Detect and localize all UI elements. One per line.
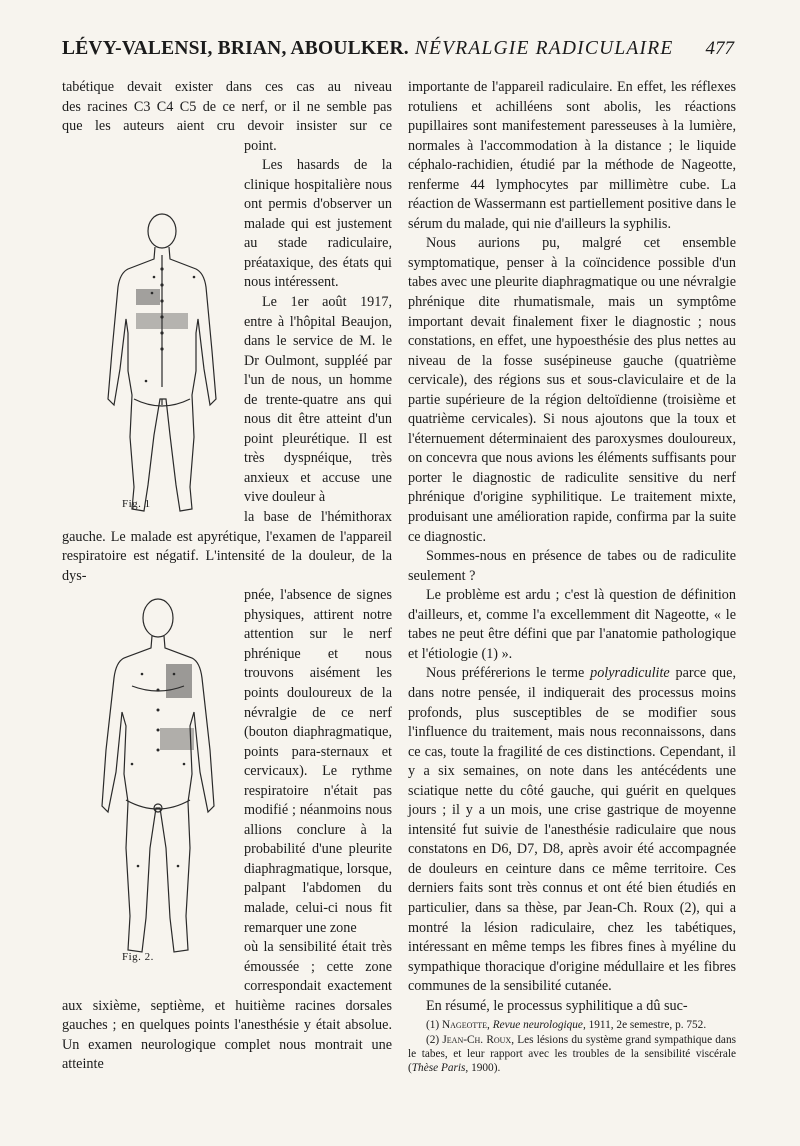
right-p5-term: polyradiculite: [590, 665, 670, 682]
left-line-1: tabétique devait exister dans ces cas au niveau: [62, 79, 392, 95]
right-paragraph-2: Nous aurions pu, malgré cet ensemble symptomatique, penser à la coïncidence possible d'un tabes avec une pleurite diaphragmatique ou une névralgie phrénique dite rhumatismale, mais un symptôme important devait finalement fixer le diagnostic ; nous constations, en effet, une hypoesthésie des plus nettes au niveau de la fosse susépineuse gauche (quatrième cervicale), des régions sus et sous-claviculaire et de la partie supérieure de la région deltoïdienne (troisième et quatrième cervicales). Si nous ajoutons que la toux et l'éternuement déterminaient des paroxysmes douloureux, on concevra que nous avions les éléments suffisants pour porter le diagnostic de radiculite sensitive du nerf phrénique d'origine syphilitique. Le traitement mixte, produisant une amélioration rapide, confirma par la suite ce diagnostic.: [408, 235, 736, 545]
footnote-1-name: Nageotte,: [442, 1019, 490, 1032]
footnote-2-name: Jean-Ch. Roux,: [442, 1033, 515, 1046]
left-paragraph-case-end: où la sensibilité était très émoussée ; cette zone correspondait exactement aux sixième, septième, et huitième racines dorsales gauches ; en quelques points l'anesthésie y était absolue. Un examen neurologique complet nous montrait une atteinte: [62, 939, 392, 1073]
figure-1: [62, 137, 240, 521]
left-line-3: que les auteurs aient cru devoir insister sur ce: [62, 118, 392, 135]
right-column: [408, 78, 736, 1076]
figure-2: [62, 586, 240, 978]
footnote-2-text: Les lésions du système grand sympathique dans le tabes, et leur rapport avec les troubles de la sensibilité viscérale: [408, 1033, 736, 1061]
right-paragraph-4: Le problème est ardu ; c'est là question de définition d'ailleurs, et, comme l'a excellemment dit Nageotte, « le tabes ne peut être défini que par l'anatomie pathologique et l'étiologie (1) ».: [408, 587, 736, 662]
figure-2-caption: Fig. 2.: [122, 951, 154, 964]
right-p5-a: Nous préférerions le terme: [426, 665, 591, 682]
left-column: [62, 78, 392, 1075]
right-p5-b: parce que, dans notre pensée, il indiquerait des processus moins profonds, plus susceptibles de se modifier sous l'influence du traitement, mais nous reconnaissons, dans ce cas, toute la fragilité de ces distinctions. Cependant, il y a six semaines, on note dans les antécédents une sciatique nette du côté gauche, qui guérit en quelques jours ; il y a un mois, une crise gastrique de moyenne intensité fut suivie de l'anesthésie radiculaire que nous constatons en D6, D7, D8, après avoir été accompagnée de douleurs en ceinture dans ce même territoire. Ces derniers faits sont très connus et ont été bien étudiés en particulier, dans sa thèse, par Jean-Ch. Roux (2), qui a montré la lésion radiculaire, chez les tabétiques, intéressant en même temps les fibres fines à myéline du sympathique thoracique d'origine médullaire et les fibres communes de la sensibilité cutanée.: [408, 665, 736, 995]
footnote-1: (1) Nageotte, Revue neurologique, 1911, 2e semestre, p. 752.: [426, 1019, 707, 1032]
figure-1-back-view-drawing: [62, 137, 240, 521]
header-authors: LÉVY-VALENSI, BRIAN, ABOULKER.: [62, 38, 409, 59]
page-number: 477: [705, 38, 734, 59]
figure-1-caption: Fig. 1: [122, 497, 151, 510]
right-paragraph-5: [408, 664, 736, 996]
left-line-2: des racines C3 C4 C5 de ce nerf, or il ne semble pas: [62, 98, 392, 115]
right-paragraph-3: Sommes-nous en présence de tabes ou de radiculite seulement ?: [408, 548, 736, 584]
footnote-2: (2) Jean-Ch. Roux, Les lésions du système grand sympathique dans le tabes, et leur rapport avec les troubles de la sensibilité viscérale (Thèse Paris, 1900).: [408, 1033, 736, 1075]
left-paragraph-case-full: la base de l'hémithorax gauche. Le malade est apyrétique, l'examen de l'appareil respiratoire est négatif. L'intensité de la douleur, de la dys-: [62, 509, 392, 584]
footnote-1-rest: 1911, 2e semestre, p. 752.: [588, 1019, 707, 1032]
left-line-point: point.: [244, 137, 277, 154]
left-paragraph-case-start: Le 1er août 1917, entre à l'hôpital Beaujon, dans le service de M. le Dr Oulmont, suppléé par l'un de nous, un homme de trente-quatre ans qui nous dit être atteint d'un point pleurétique. Il est très dyspnéique, très anxieux et accuse une vive douleur à: [244, 294, 392, 506]
header-title: NÉVRALGIE RADICULAIRE: [414, 38, 674, 59]
running-header: [62, 38, 734, 72]
footnotes: [408, 1018, 736, 1076]
left-paragraph-hasards: Les hasards de la clinique hospitalière nous ont permis d'observer un malade qui est justement au stade radiculaire, préataxique, des états qui nous intéressent.: [244, 157, 392, 291]
footnote-1-journal: Revue neurologique,: [492, 1019, 586, 1032]
footnote-2-year: 1900).: [471, 1062, 501, 1075]
figure-2-front-view-drawing: [62, 586, 240, 978]
left-paragraph-case-wrap: pnée, l'absence de signes physiques, attirent notre attention sur le nerf phrénique et nous trouvons aisément les points douloureux de la névralgie de ce nerf (bouton diaphragmatique, points para-sternaux et cervicaux). Le rythme respiratoire n'était pas modifié ; néanmoins nous allions conclure à la probabilité d'une pleurite diaphragmatique, lorsque, palpant l'abdomen du malade, celui-ci nous fit remarquer une zone: [244, 587, 392, 936]
footnote-2-thesis: Thèse Paris,: [411, 1062, 469, 1075]
right-paragraph-6: En résumé, le processus syphilitique a dû suc-: [426, 997, 688, 1014]
right-paragraph-1: importante de l'appareil radiculaire. En effet, les réflexes rotuliens et achilléens sont abolis, les réactions pupillaires sont manifestement paresseuses à la lumière, normales à l'accommodation à la distance ; le liquide céphalo-rachidien, étudié par la méthode de Nageotte, renferme 44 lymphocytes par millimètre cube. La réaction de Wassermann est partiellement positive dans le sérum du malade, qui nie d'ailleurs la syphilis.: [408, 79, 736, 232]
